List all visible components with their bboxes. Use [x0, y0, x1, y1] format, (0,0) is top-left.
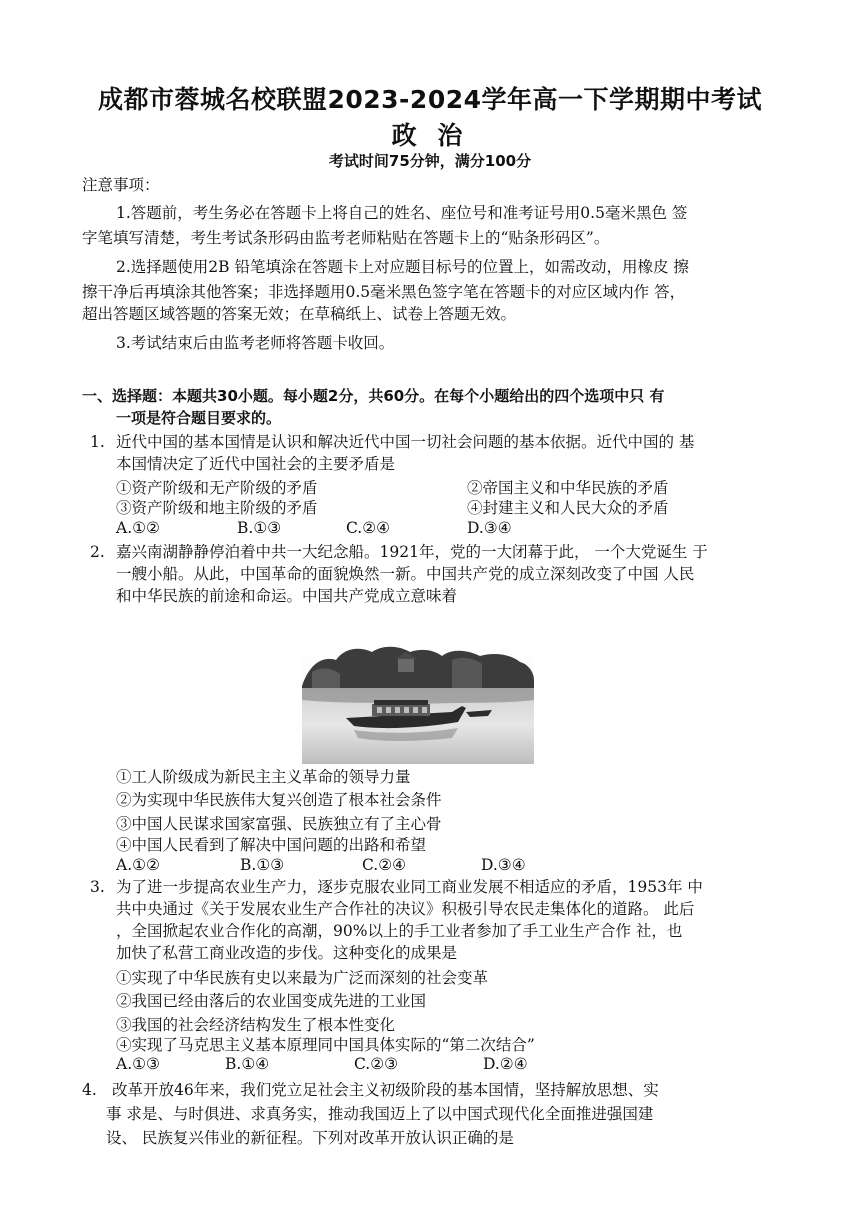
q3-option-a: A.①③: [116, 1055, 160, 1073]
q3-statement-3: ③我国的社会经济结构发生了根本性变化: [116, 1016, 396, 1034]
q1-option-d: D.③④: [467, 519, 512, 537]
q3-stem-line-1: 为了进一步提高农业生产力，逐步克服农业同工商业发展不相适应的矛盾，1953年 中: [116, 878, 703, 896]
q3-statement-1: ①实现了中华民族有史以来最为广泛而深刻的社会变革: [116, 969, 489, 987]
subject-title: 政 治: [391, 121, 469, 150]
q1-option-c: C.②④: [346, 519, 391, 537]
q2-option-d: D.③④: [481, 856, 526, 874]
q3-statement-4: ④实现了马克思主义基本原理同中国具体实际的“第二次结合”: [116, 1036, 535, 1054]
q3-stem-line-3: ，全国掀起农业合作化的高潮，90%以上的手工业者参加了手工业生产合作 社，也: [116, 922, 683, 940]
q2-statement-4: ④中国人民看到了解决中国问题的出路和希望: [116, 836, 427, 854]
q1-statement-4: ④封建主义和人民大众的矛盾: [467, 499, 669, 517]
exam-title: 成都市蓉城名校联盟2023-2024学年高一下学期期中考试: [97, 85, 763, 114]
q1-option-b: B.①③: [237, 519, 282, 537]
q3-option-c: C.②③: [354, 1055, 399, 1073]
note-2-line-1: 2.选择题使用2B 铅笔填涂在答题卡上对应题目标号的位置上，如需改动，用橡皮 擦: [116, 258, 689, 276]
q4-stem-line-3: 设、 民族复兴伟业的新征程。下列对改革开放认识正确的是: [106, 1129, 514, 1147]
note-1-line-1: 1.答题前，考生务必在答题卡上将自己的姓名、座位号和准考证号用0.5毫米黑色 签: [116, 204, 688, 222]
note-2-line-3: 超出答题区域答题的答案无效；在草稿纸上、试卷上答题无效。: [82, 305, 517, 323]
note-2-line-2: 擦干净后再填涂其他答案；非选择题用0.5毫米黑色签字笔在答题卡的对应区域内作 答，: [82, 283, 686, 301]
q1-statement-1: ①资产阶级和无产阶级的矛盾: [116, 479, 318, 497]
q1-stem-line-2: 本国情决定了近代中国社会的主要矛盾是: [116, 455, 396, 473]
q3-option-d: D.②④: [483, 1055, 528, 1073]
q3-option-b: B.①④: [225, 1055, 270, 1073]
q4-stem-line-2: 事 求是、与时俱进、求真务实，推动我国迈上了以中国式现代化全面推进强国建: [106, 1105, 654, 1123]
q1-statement-2: ②帝国主义和中华民族的矛盾: [467, 479, 669, 497]
red-boat-photo: [302, 642, 534, 764]
q2-stem-line-2: 一艘小船。从此，中国革命的面貌焕然一新。中国共产党的成立深刻改变了中国 人民: [116, 565, 695, 583]
q2-statement-2: ②为实现中华民族伟大复兴创造了根本社会条件: [116, 791, 442, 809]
q2-option-a: A.①②: [116, 856, 160, 874]
q2-stem-line-1: 嘉兴南湖静静停泊着中共一大纪念船。1921年，党的一大闭幕于此， 一个大党诞生 于: [116, 543, 708, 561]
q2-option-b: B.①③: [240, 856, 285, 874]
q2-stem-line-3: 和中华民族的前途和命运。中国共产党成立意味着: [116, 587, 458, 605]
q2-statement-3: ③中国人民谋求国家富强、民族独立有了主心骨: [116, 815, 442, 833]
q3-statement-2: ②我国已经由落后的农业国变成先进的工业国: [116, 992, 427, 1010]
q4-stem-line-1: 改革开放46年来，我们党立足社会主义初级阶段的基本国情，坚持解放思想、实: [112, 1081, 659, 1099]
section-heading-line-1: 一、选择题：本题共30小题。每小题2分，共60分。在每个小题给出的四个选项中只 有: [82, 387, 665, 405]
q1-option-a: A.①②: [116, 519, 160, 537]
notes-heading: 注意事项：: [82, 176, 160, 194]
q1-stem-line-1: 近代中国的基本国情是认识和解决近代中国一切社会问题的基本依据。近代中国的 基: [116, 433, 695, 451]
q2-option-c: C.②④: [362, 856, 407, 874]
note-3: 3.考试结束后由监考老师将答题卡收回。: [116, 334, 395, 352]
q3-stem-line-2: 共中央通过《关于发展农业生产合作社的决议》积极引导农民走集体化的道路。 此后: [116, 900, 695, 918]
note-1-line-2: 字笔填写清楚，考生考试条形码由监考老师粘贴在答题卡上的“贴条形码区”。: [82, 229, 610, 247]
q2-number: 2.: [90, 543, 105, 561]
q2-statement-1: ①工人阶级成为新民主主义革命的领导力量: [116, 768, 411, 786]
exam-info: 考试时间75分钟，满分100分: [328, 152, 532, 170]
q1-number: 1.: [90, 433, 105, 451]
q3-stem-line-4: 加快了私营工商业改造的步伐。这种变化的成果是: [116, 944, 458, 962]
q3-number: 3.: [90, 878, 105, 896]
section-heading-line-2: 一项是符合题目要求的。: [116, 409, 282, 427]
q1-statement-3: ③资产阶级和地主阶级的矛盾: [116, 499, 318, 517]
q4-number: 4.: [82, 1081, 97, 1099]
